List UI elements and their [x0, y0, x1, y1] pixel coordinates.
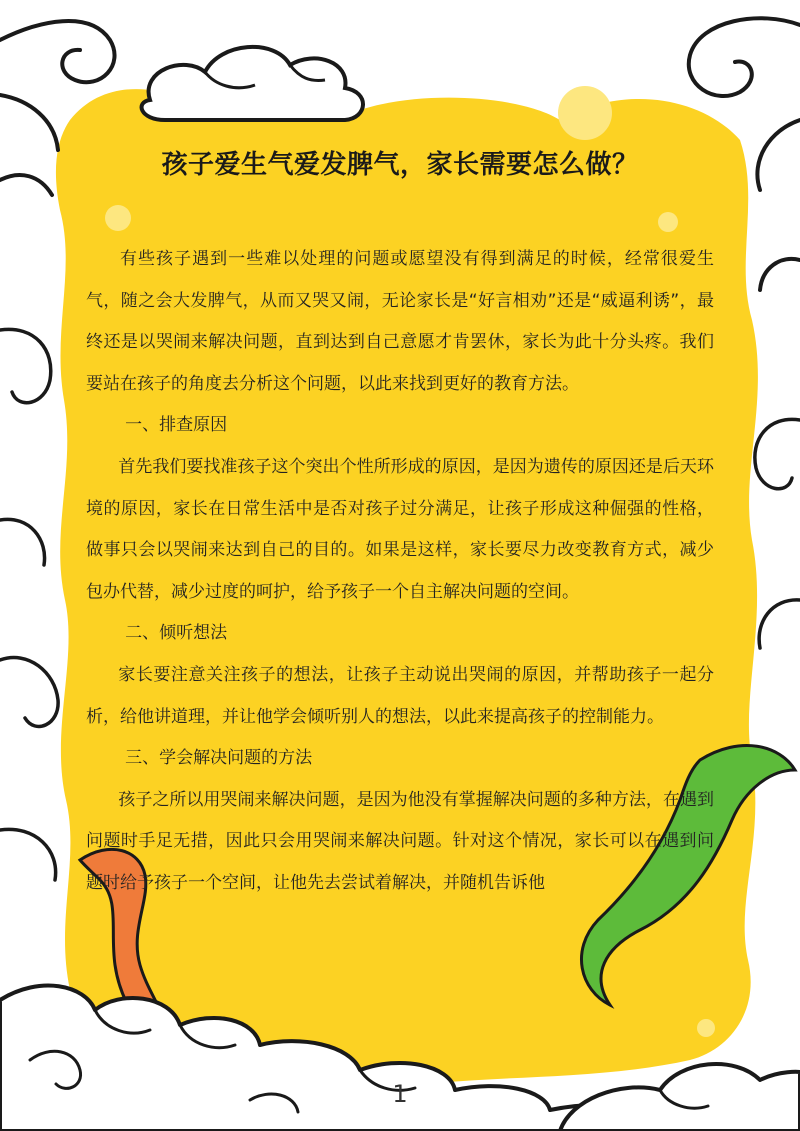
section-heading-1: 一、排查原因	[125, 415, 228, 436]
section-heading-3: 三、学会解决问题的方法	[125, 748, 313, 769]
article	[86, 138, 714, 905]
cloud-top	[142, 47, 363, 120]
page-title: 孩子爱生气爱发脾气，家长需要怎么做？	[161, 150, 639, 180]
section-paragraph-2: 家长要注意关注孩子的想法，让孩子主动说出哭闹的原因，并帮助孩子一起分析，给他讲道理，并让他学会倾听别人的想法，以此来提高孩子的控制能力。	[86, 664, 714, 727]
page-number: 1	[392, 1080, 408, 1108]
section-paragraph-3: 孩子之所以用哭闹来解决问题，是因为他没有掌握解决问题的多种方法，在遇到问题时手足无措，因此只会用哭闹来解决问题。针对这个情况，家长可以在遇到问题时给予孩子一个空间，让他先去尝试着解决，并随机告诉他	[86, 789, 714, 893]
section-heading-2: 二、倾听想法	[125, 623, 228, 644]
section-paragraph-1: 首先我们要找准孩子这个突出个性所形成的原因，是因为遗传的原因还是后天环境的原因，家长在日常生活中是否对孩子过分满足，让孩子形成这种倔强的性格，做事只会以哭闹来达到自己的目的。如果是这样，家长要尽力改变教育方式，减少包办代替，减少过度的呵护，给予孩子一个自主解决问题的空间。	[86, 456, 714, 602]
swirl-left-side	[0, 329, 58, 880]
swirl-right-side	[755, 419, 800, 648]
intro-paragraph: 有些孩子遇到一些难以处理的问题或愿望没有得到满足的时候，经常很爱生气，随之会大发脾气，从而又哭又闹，无论家长是“好言相劝”还是“威逼利诱”，最终还是以哭闹来解决问题，直到达到自己意愿才肯罢休，家长为此十分头疼。我们要站在孩子的角度去分析这个问题，以此来找到更好的教育方法。	[86, 249, 714, 394]
light-spot	[558, 86, 612, 140]
light-spot	[697, 1019, 715, 1037]
